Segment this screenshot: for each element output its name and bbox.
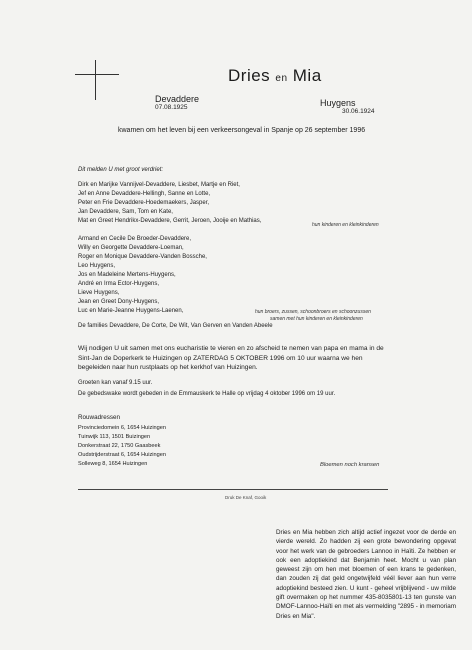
family-line: Jean en Greet Dony-Huygens,: [78, 299, 160, 305]
family-note: samen met hun kinderen en kleinkinderen: [270, 316, 363, 322]
family-line: Lieve Huygens,: [78, 290, 120, 296]
family-note: hun broers, zussen, schoonbroers en schoonzussen: [255, 309, 371, 315]
vigil-text: De gebedswake wordt gebeden in de Emmauskerk te Halle op vrijdag 4 oktober 1996 om 19 uur.: [78, 391, 336, 397]
family-line: André en Irma Ector-Huygens,: [78, 281, 160, 287]
address-line: Provinciedomein 6, 1654 Huizingen: [78, 425, 167, 431]
addresses-heading: Rouwadressen: [78, 414, 121, 421]
cross-vertical: [95, 60, 96, 100]
flowers-note: Bloemen noch kransen: [320, 462, 380, 468]
intro-line: Dit melden U met groot verdriet:: [78, 167, 164, 173]
address-line: Donkerstraat 22, 1750 Gaasbeek: [78, 443, 161, 449]
left-surname: Devaddere: [155, 94, 200, 104]
family-line: Mat en Greet Hendrikx-Devaddere, Gerrit, Jeroen, Jooije en Mathias,: [78, 218, 262, 224]
printer-credit: Druk De Knaf, Gooik: [225, 495, 267, 500]
family-line: Dirk en Marijke Vannijvel-Devaddere, Liesbet, Martje en Riet,: [78, 182, 240, 188]
divider-line: [78, 489, 388, 490]
family-line: Willy en Georgette Devaddere-Loeman,: [78, 245, 184, 251]
title-name-1: Dries: [228, 66, 271, 85]
card-title: [228, 66, 322, 86]
invitation-text: Wij nodigen U uit samen met ons eucharistie te vieren en zo afscheid te nemen van papa en mama in de Sint-Jan de Doperkerk te Huizingen op ZATERDAG 5 OKTOBER 1996 om 10 uur waarna we hen begeleiden naar hun rustplaats op het kerkhof van Huizingen.: [78, 345, 384, 371]
address-line: Tuinwijk 113, 1501 Buizingen: [78, 434, 151, 440]
family-line: Peter en Frie Devaddere-Hoedemaekers, Jasper,: [78, 200, 210, 206]
left-birthdate: 07.08.1925: [155, 104, 188, 111]
family-line: Armand en Cecile De Broeder-Devaddere,: [78, 236, 192, 242]
deceased-line: kwamen om het leven bij een verkeersongeval in Spanje op 26 september 1996: [118, 127, 366, 134]
family-line: Leo Huygens,: [78, 263, 116, 269]
family-line: Jan Devaddere, Sam, Tom en Kate,: [78, 209, 173, 215]
title-name-2: Mia: [292, 66, 322, 85]
title-connector: en: [275, 73, 288, 84]
cross-horizontal: [75, 74, 119, 75]
family-line: Luc en Marie-Jeanne Huygens-Laenen,: [78, 308, 184, 314]
family-line: Roger en Monique Devaddere-Vanden Bossche,: [78, 254, 207, 260]
family-line: Jos en Madeleine Mertens-Huygens,: [78, 272, 176, 278]
right-birthdate: 30.06.1924: [342, 108, 375, 115]
address-line: Solleweg 8, 1654 Huizingen: [78, 461, 148, 467]
memorial-story: Dries en Mia hebben zich altijd actief ingezet voor de derde en vierde wereld. Zo hadden zij een grote bewondering opgevat voor het werk van de gebroeders Lannoo in Haïti. Ze hebben er ook een adoptiekind dat Benjamin heet. Mocht u van plan geweest zijn om hen met bloemen of een krans te gedenken, dan zouden zij dat geld ongetwijfeld véél liever aan hun verre adoptiekind besteed zien. U kunt - geheel vrijblijvend - uw milde gift overmaken op het nummer 435-8035801-13 ten gunste van DMOF-Lannoo-Haïti en met als vermelding "2895 - in memoriam Dries en Mia".: [276, 529, 457, 620]
greeting-text: Groeten kan vanaf 9.15 uur.: [78, 380, 153, 386]
family-line: Jef en Anne Devaddere-Hellingh, Sanne en Lotte,: [78, 191, 211, 197]
right-surname: Huygens: [320, 98, 356, 108]
families-line: De families Devaddere, De Corte, De Wit, Van Gerven en Vanden Abeele: [78, 323, 273, 329]
family-note: hun kinderen en kleinkinderen: [312, 222, 379, 228]
address-line: Oudstrijderstraat 6, 1654 Huizingen: [78, 452, 166, 458]
